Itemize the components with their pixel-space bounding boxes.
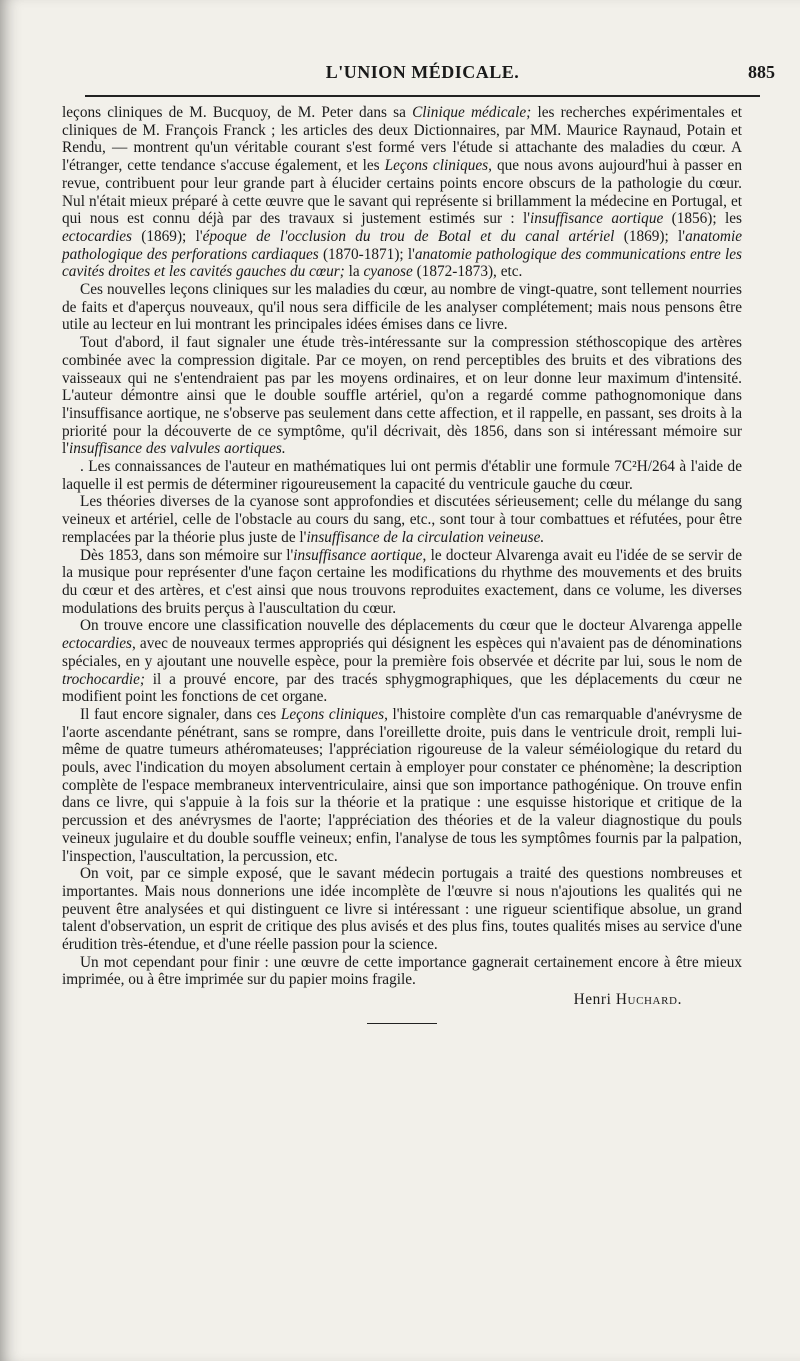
italic-title: insuffisance aortique [530, 210, 664, 228]
text-run: Les théories diverses de la cyanose sont approfondies et discutées sérieusement; celle du mélange du sang veineux et artériel, celle de l'obstacle au cours du sang, etc., sont tour à tour combattues et réfutées, pour être remplacées par la théorie plus juste de l' [62, 493, 742, 546]
running-title: L'UNION MÉDICALE. [325, 62, 520, 82]
paragraph: On voit, par ce simple exposé, que le savant médecin portugais a traité des questions nombreuses et importantes. Mais nous donnerions une idée incomplète de l'œuvre si nous n'ajoutions les qualités qui ne peuvent être analysées et qui distinguent ce livre si intéressant : une rigueur scientifique absolue, un grand talent d'observation, un esprit de critique des plus avisés et des plus fins, toutes qualités mises au service d'une érudition très-étendue, et d'une réelle passion pour la science. [62, 865, 742, 954]
text-run: les recherches expérimentales et cliniques de M. François Franck ; les articles des deux Dictionnaires, par MM. Maurice Raynaud, Potain et Rendu, — montrent qu'un véritable courant s'est formé vers l'étude si attachante des maladies du cœur. A l'étranger, cette tendance s'accuse également, et les [62, 104, 742, 175]
paragraph: Ces nouvelles leçons cliniques sur les maladies du cœur, au nombre de vingt-quatre, sont tellement nourries de faits et d'aperçus nouveaux, qu'il nous sera difficile de les analyser complétement; mais nous pensons être utile au lecteur en lui montrant les principales idées émises dans ce livre. [62, 281, 742, 334]
text-run: Dès 1853, dans son mémoire sur l' [80, 546, 294, 564]
text-run: (1856); les [663, 210, 742, 228]
italic-title: Leçons cliniques, [384, 157, 492, 175]
italic-title: ectocardies [62, 635, 132, 653]
text-run: Il faut encore signaler, dans ces [80, 705, 281, 723]
italic-title: trochocardie; [62, 670, 145, 688]
author-last-name: Huchard. [615, 991, 682, 1009]
paragraph [62, 617, 742, 706]
italic-title: Leçons cliniques [280, 705, 385, 723]
closing-rule [367, 1023, 437, 1024]
text-run: , avec de nouveaux termes appropriés qui désignent les espèces qui n'avaient pas de dénominations spéciales, en y ajoutant une nouvelle espèce, pour la première fois observée et décrite par lui, sous le nom de [62, 635, 742, 670]
text-run: , le docteur Alvarenga avait eu l'idée de se servir de la musique pour représenter d'une façon certaine les modifications du rhythme des mouvements et des bruits du cœur et des artères, et c'est ainsi que nous trouvons reproduites exactement, dans ce volume, les diverses modulations des bruits perçus à l'auscultation du cœur. [62, 546, 742, 617]
paragraph [62, 547, 742, 618]
text-run: (1869); l' [131, 227, 203, 245]
text-run: il a prouvé encore, par des tracés sphygmographiques, que les déplacements du cœur ne modifient point les fonctions de cet organe. [62, 670, 742, 706]
paragraph [62, 493, 742, 546]
italic-title: anatomie pathologique des perforations cardiaques [62, 227, 743, 263]
page-header [70, 62, 775, 92]
text-run: la [344, 263, 364, 281]
paragraph [62, 706, 742, 865]
text-run: (1870-1871); l' [318, 245, 415, 263]
text-run: (1869); l' [614, 227, 686, 245]
paragraph [62, 104, 742, 281]
page-number: 885 [748, 62, 775, 82]
italic-title: anatomie pathologique des communications entre les cavités droites et les cavités gauches du cœur; [62, 245, 743, 281]
header-rule [85, 95, 760, 97]
italic-title: ectocardies [62, 227, 132, 245]
text-run: que nous avons aujourd'hui à passer en revue, contribuent pour leur grande part à élucider certains points encore obscurs de la pathologie du cœur. Nul n'était mieux préparé à cette œuvre que le savant qui représente si brillamment la médecine en Portugal, et qui nous est connu déjà par des travaux si justement estimés sur : l' [62, 157, 742, 228]
italic-title: insuffisance des valvules aortiques. [69, 440, 286, 458]
article-body [62, 104, 742, 1024]
text-run: leçons cliniques de M. Bucquoy, de M. Peter dans sa [62, 104, 413, 121]
author-first-name: Henri [573, 991, 612, 1009]
italic-title: époque de l'occlusion du trou de Botal et du canal artériel [202, 227, 615, 245]
italic-title: insuffisance aortique [293, 546, 423, 564]
italic-title: cyanose [363, 263, 413, 281]
text-run: On trouve encore une classification nouvelle des déplacements du cœur que le docteur Alvarenga appelle [80, 617, 742, 635]
paragraph [62, 334, 742, 458]
paragraph: Un mot cependant pour finir : une œuvre de cette importance gagnerait certainement encore à être mieux imprimée, ou à être imprimée sur du papier moins fragile. [62, 953, 742, 989]
italic-title: insuffisance de la circulation veineuse. [306, 528, 545, 546]
text-run: , l'histoire complète d'un cas remarquable d'anévrysme de l'aorte ascendante pénétrant, sans se rompre, dans l'oreillette droite, puis dans le ventricule droit, rempli lui-même de quatre tumeurs athéromateuses; l'appréciation rigoureuse de la valeur séméiologique du retard du pouls, avec l'indication du moyen absolument certain à employer pour constater ce phénomène; la description complète de l'espace membraneux interventriculaire, ainsi que son importance pathogénique. On trouve enfin dans ce livre, qui s'appuie à la fois sur la théorie et la pratique : une esquisse historique et critique de la percussion et des anévrysmes de l'aorte; l'appréciation des théories et de la valeur diagnostique du pouls veineux jugulaire et du double souffle veineux; enfin, l'analyse de tous les symptômes fournis par la palpation, l'inspection, l'auscultation, la percussion, etc. [62, 705, 743, 865]
paragraph: . Les connaissances de l'auteur en mathématiques lui ont permis d'établir une formule 7C²H/264 à l'aide de laquelle il est permis de déterminer rigoureusement la capacité du ventricule gauche du cœur. [62, 458, 742, 493]
author-signature [62, 991, 742, 1009]
text-run: (1872-1873), etc. [412, 263, 523, 281]
text-run: Tout d'abord, il faut signaler une étude très-intéressante sur la compression stéthoscopique des artères combinée avec la compression digitale. Par ce moyen, on rend perceptibles des bruits et des vibrations des vaisseaux qui ne s'entendraient pas par les moyens ordinaires, et on leur donne leur maximum d'intensité. L'auteur démontre ainsi que le double souffle artériel, qu'on a regardé comme pathognomonique dans l'insuffisance aortique, ne s'observe pas seulement dans cette affection, et il rappelle, en passant, ses droits à la priorité pour la découverte de ce symptôme, qu'il décrivait, dès 1856, dans son si intéressant mémoire sur l' [62, 334, 742, 458]
italic-title: Clinique médicale; [412, 104, 532, 121]
